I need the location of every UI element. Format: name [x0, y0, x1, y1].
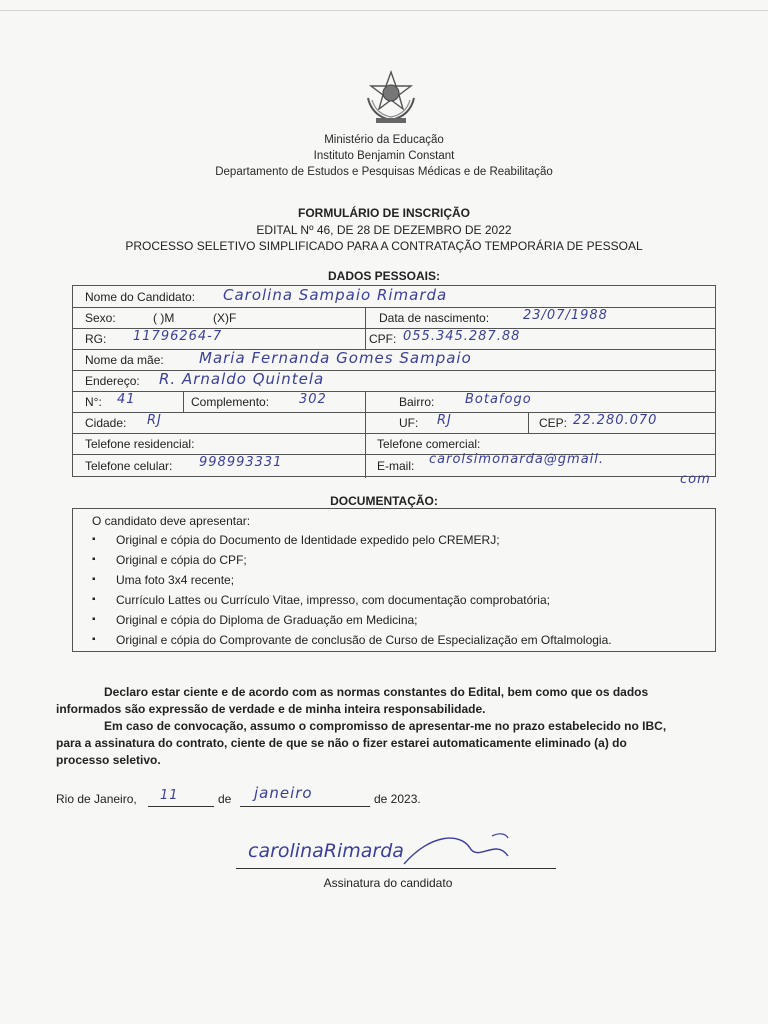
- personal-data-table: [72, 285, 716, 477]
- rg-value[interactable]: 11796264-7: [133, 329, 223, 344]
- date-de: de: [218, 792, 232, 806]
- documentation-list: [92, 530, 612, 650]
- complement-value[interactable]: 302: [299, 392, 327, 407]
- col-divider: [365, 307, 366, 328]
- documentation-heading: DOCUMENTAÇÃO:: [330, 494, 438, 508]
- city-value[interactable]: RJ: [147, 413, 162, 428]
- form-title: FORMULÁRIO DE INSCRIÇÃO: [298, 206, 470, 220]
- row-divider: [73, 433, 715, 434]
- bairro-label: Bairro:: [399, 395, 435, 409]
- cpf-value[interactable]: 055.345.287.88: [403, 329, 521, 344]
- ministry-name: Ministério da Educação: [324, 134, 444, 146]
- department-name: Departamento de Estudos e Pesquisas Médicas e de Reabilitação: [215, 166, 553, 178]
- uf-value[interactable]: RJ: [437, 413, 452, 428]
- list-item: ▪ Original e cópia do Diploma de Graduação em Medicina;: [92, 610, 612, 630]
- email-value[interactable]: carolsimonarda@gmail.: [429, 452, 605, 467]
- mother-name-value[interactable]: Maria Fernanda Gomes Sampaio: [199, 349, 472, 367]
- cpf-label: CPF:: [369, 332, 397, 346]
- list-item: ▪ Original e cópia do CPF;: [92, 550, 612, 570]
- declaration-line: para a assinatura do contrato, ciente de que se não o fizer estarei automaticamente eliminado (a) do: [56, 736, 627, 750]
- day-underline: [148, 806, 214, 807]
- work-phone-label: Telefone comercial:: [377, 437, 481, 451]
- brazil-coat-of-arms-icon: [362, 70, 420, 126]
- bairro-value[interactable]: Botafogo: [465, 392, 532, 407]
- signature-line: [236, 868, 556, 869]
- declaration-line: Declaro estar ciente e de acordo com as normas constantes do Edital, bem como que os dados: [104, 685, 649, 699]
- complement-label: Complemento:: [191, 395, 270, 409]
- list-item: ▪ Original e cópia do Documento de Identidade expedido pelo CREMERJ;: [92, 530, 612, 550]
- signature-label: Assinatura do candidato: [323, 876, 453, 890]
- address-value[interactable]: R. Arnaldo Quintela: [159, 370, 325, 388]
- cell-phone-value[interactable]: 998993331: [199, 455, 283, 470]
- row-divider: [73, 454, 715, 455]
- list-item: ▪ Original e cópia do Comprovante de conclusão de Curso de Especialização em Oftalmologia.: [92, 630, 612, 650]
- name-value[interactable]: Carolina Sampaio Rimarda: [223, 286, 448, 304]
- birth-date-label: Data de nascimento:: [379, 311, 490, 325]
- declaration-line: processo seletivo.: [56, 753, 161, 767]
- scan-edge-line: [0, 10, 768, 11]
- city-label: Cidade:: [85, 416, 127, 430]
- row-divider: [73, 307, 715, 308]
- rg-label: RG:: [85, 332, 107, 346]
- cell-phone-label: Telefone celular:: [85, 459, 173, 473]
- sex-female-option[interactable]: (X)F: [213, 311, 237, 325]
- signature-handwriting: carolinaRimarda: [248, 840, 404, 862]
- email-value-continued: com: [680, 472, 711, 487]
- email-label: E-mail:: [377, 459, 415, 473]
- name-label: Nome do Candidato:: [85, 290, 196, 304]
- declaration-line: Em caso de convocação, assumo o compromisso de apresentar-me no prazo estabelecido no IBC,: [104, 719, 667, 733]
- sex-male-option[interactable]: ( )M: [153, 311, 175, 325]
- declaration-line: informados são expressão de verdade e de minha inteira responsabilidade.: [56, 702, 486, 716]
- institute-name: Instituto Benjamin Constant: [313, 150, 455, 162]
- col-divider: [365, 391, 366, 412]
- uf-label: UF:: [399, 416, 419, 430]
- date-city: Rio de Janeiro,: [56, 792, 137, 806]
- col-divider: [183, 391, 184, 412]
- mother-name-label: Nome da mãe:: [85, 353, 164, 367]
- edital-line: EDITAL Nº 46, DE 28 DE DEZEMBRO DE 2022: [256, 223, 512, 237]
- processo-line: PROCESSO SELETIVO SIMPLIFICADO PARA A CONTRATAÇÃO TEMPORÁRIA DE PESSOAL: [125, 239, 643, 253]
- row-divider: [73, 391, 715, 392]
- col-divider: [365, 412, 366, 433]
- cep-value[interactable]: 22.280.070: [573, 413, 658, 428]
- address-label: Endereço:: [85, 374, 140, 388]
- home-phone-label: Telefone residencial:: [85, 437, 195, 451]
- cep-label: CEP:: [539, 416, 568, 430]
- month-underline: [240, 806, 370, 807]
- col-divider: [365, 328, 366, 349]
- date-month[interactable]: janeiro: [254, 784, 313, 802]
- birth-date-value[interactable]: 23/07/1988: [523, 308, 608, 323]
- col-divider: [365, 433, 366, 478]
- sex-label: Sexo:: [85, 311, 116, 325]
- number-label: N°:: [85, 395, 102, 409]
- col-divider: [528, 412, 529, 433]
- number-value[interactable]: 41: [117, 392, 136, 407]
- list-item: ▪ Currículo Lattes ou Currículo Vitae, impresso, com documentação comprobatória;: [92, 590, 612, 610]
- documentation-intro: O candidato deve apresentar:: [92, 514, 251, 528]
- date-year: de 2023.: [374, 792, 421, 806]
- list-item: ▪ Uma foto 3x4 recente;: [92, 570, 612, 590]
- personal-data-heading: DADOS PESSOAIS:: [327, 269, 441, 283]
- date-day[interactable]: 11: [160, 788, 179, 803]
